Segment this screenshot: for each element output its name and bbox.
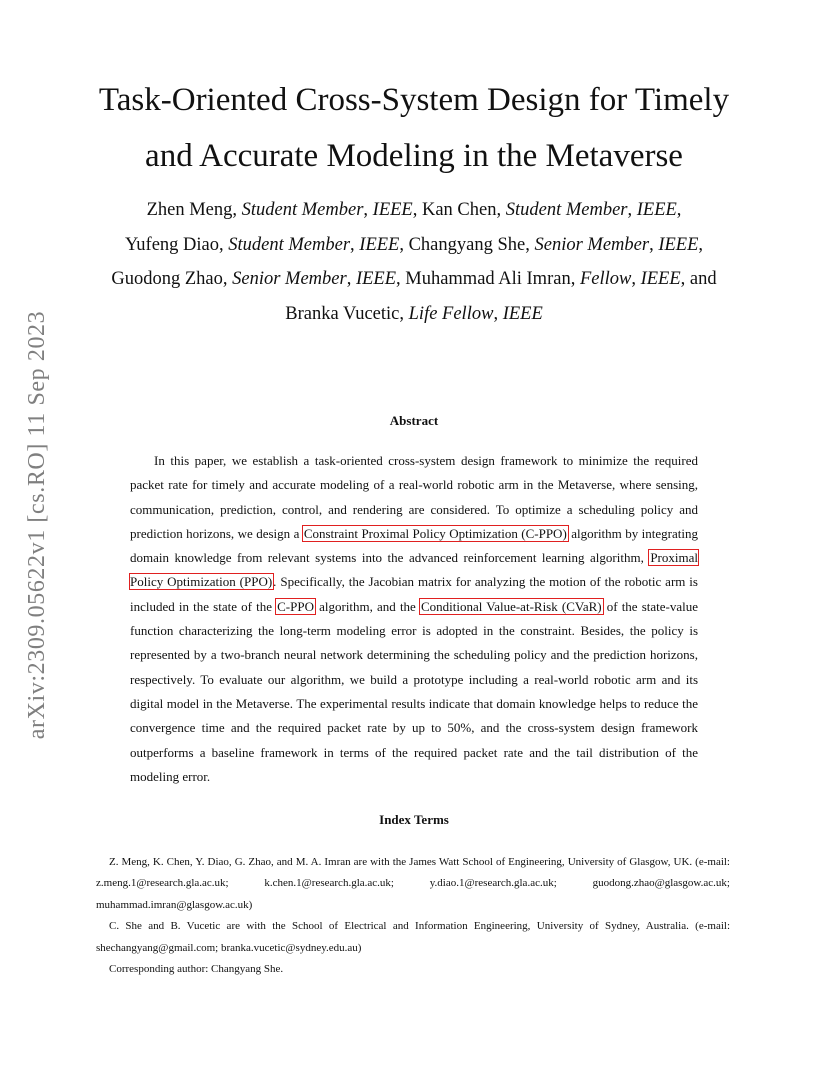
footnotes xyxy=(96,852,730,980)
author-membership: Student Member xyxy=(505,200,628,220)
author-organization: IEEE xyxy=(502,303,543,324)
abstract-segment: . Specifically, the Jacobian matrix for analyzing the motion of the robotic arm is included in the state of the xyxy=(130,574,698,614)
author-membership: Student Member xyxy=(228,234,351,255)
author-organization: IEEE xyxy=(372,200,413,220)
author-membership: Senior Member xyxy=(232,269,347,289)
abstract-heading: Abstract xyxy=(389,413,439,428)
author-name: , Muhammad Ali Imran, xyxy=(396,269,580,289)
separator: , xyxy=(627,200,637,220)
author-membership: Student Member xyxy=(241,200,364,220)
index-terms-heading: Index Terms xyxy=(379,812,449,827)
author-organization: IEEE xyxy=(359,234,400,255)
author-organization: IEEE xyxy=(636,200,677,220)
abstract-segment: of the state-value function characterizing the long-term modeling error is adopted in the constraint. Besides, the policy is represented by a two-branch neural network determining the scheduling policy and the prediction horizons, respectively. To evaluate our algorithm, we build a prototype including a real-world robotic arm and its digital model in the Metaverse. The experimental results indicate that domain knowledge helps to reduce the convergence time and the required packet rate by up to 50%, and the cross-system design framework outperforms a baseline framework in terms of the required packet rate and the tail distribution of the modeling error. xyxy=(130,598,699,784)
footnote-affiliation-glasgow: Z. Meng, K. Chen, Y. Diao, G. Zhao, and M. A. Imran are with the James Watt School of Engineering, University of Glasgow, UK. (e-mail: z.meng.1@research.gla.ac.uk; k.chen.1@research.gla.ac.uk; y.diao.1@research.gla.ac.uk; guodong.zhao@glasgow.ac.uk; muhammad.imran@glasgow.ac.uk) xyxy=(96,856,730,911)
author-name: Branka Vucetic, xyxy=(285,303,409,324)
author-membership: Fellow xyxy=(579,269,632,289)
cppo-short-link[interactable]: C-PPO xyxy=(277,598,314,614)
author-organization: IEEE xyxy=(658,234,699,255)
separator: , xyxy=(676,200,682,220)
footnote-corresponding-author: Corresponding author: Changyang She. xyxy=(109,963,284,976)
separator: , xyxy=(631,269,641,289)
author-line-4 xyxy=(80,297,748,332)
author-name: , Changyang She, xyxy=(399,234,535,255)
author-line-3 xyxy=(80,262,748,297)
author-line-1 xyxy=(80,193,748,228)
author-membership: Life Fellow xyxy=(408,303,494,324)
separator: , xyxy=(493,303,503,324)
author-name: Yufeng Diao, xyxy=(124,234,229,255)
author-organization: IEEE xyxy=(640,269,681,289)
separator: , xyxy=(649,234,659,255)
separator: , and xyxy=(680,269,717,289)
cvar-acronym-link[interactable]: Conditional Value-at-Risk (CVaR) xyxy=(420,598,602,614)
author-membership: Senior Member xyxy=(534,234,650,255)
arxiv-identifier-stamp: arXiv:2309.05622v1 [cs.RO] 11 Sep 2023 xyxy=(24,310,50,740)
author-name: , Kan Chen, xyxy=(412,200,506,220)
separator: , xyxy=(346,269,356,289)
title-line-1: Task-Oriented Cross-System Design for Timely xyxy=(98,82,730,118)
paper-title xyxy=(88,72,740,184)
ppo-acronym-link[interactable]: Proximal Policy Optimization (PPO) xyxy=(130,550,698,590)
separator: , xyxy=(698,234,703,255)
author-name: Zhen Meng, xyxy=(146,200,242,220)
author-line-2 xyxy=(80,228,748,263)
separator: , xyxy=(350,234,360,255)
footnote-affiliation-sydney: C. She and B. Vucetic are with the School of Electrical and Information Engineering, University of Sydney, Australia. (e-mail: shechangyang@gmail.com; branka.vucetic@sydney.edu.au) xyxy=(96,920,730,954)
author-list xyxy=(80,193,748,331)
separator: , xyxy=(363,200,373,220)
title-line-2: and Accurate Modeling in the Metaverse xyxy=(145,138,683,174)
abstract-text xyxy=(130,449,698,789)
abstract-segment: In this paper, we establish a task-oriented cross-system design framework to minimize the required packet rate for timely and accurate modeling of a real-world robotic arm in the Metaverse, where sensing, communication, prediction, control, and rendering are considered. To optimize a scheduling policy and prediction horizons, we design a xyxy=(130,453,698,541)
abstract-segment: algorithm by integrating domain knowledge from relevant systems into the advanced reinforcement learning algorithm, xyxy=(130,525,698,566)
cppo-acronym-link[interactable]: Constraint Proximal Policy Optimization (C-PPO) xyxy=(303,525,567,541)
author-organization: IEEE xyxy=(355,269,396,289)
author-name: Guodong Zhao, xyxy=(111,269,233,289)
abstract-segment: algorithm, and the xyxy=(314,598,420,614)
